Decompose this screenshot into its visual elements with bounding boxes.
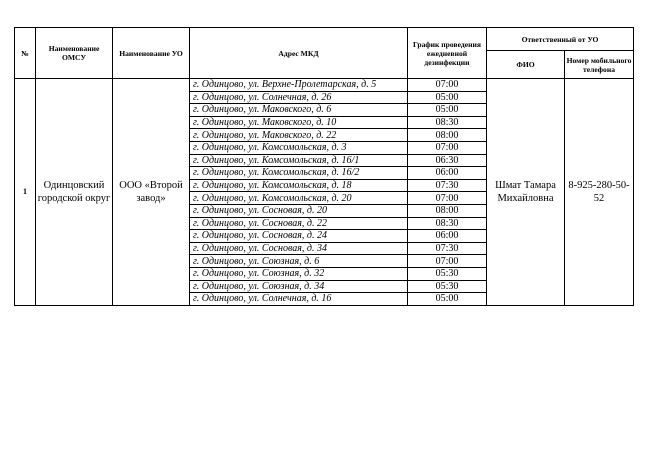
time-cell: 08:00 — [408, 204, 487, 217]
time-cell: 06:00 — [408, 167, 487, 180]
address-cell: г. Одинцово, ул. Солнечная, д. 16 — [190, 293, 408, 306]
address-cell: г. Одинцово, ул. Комсомольская, д. 3 — [190, 141, 408, 154]
time-cell: 07:30 — [408, 242, 487, 255]
address-cell: г. Одинцово, ул. Сосновая, д. 20 — [190, 204, 408, 217]
time-cell: 05:00 — [408, 104, 487, 117]
header-phone: Номер мобильного телефона — [565, 51, 634, 79]
address-cell: г. Одинцово, ул. Маковского, д. 10 — [190, 116, 408, 129]
header-address: Адрес МКД — [190, 28, 408, 79]
header-responsible: Ответственный от УО — [487, 28, 634, 51]
omsu-name: Одинцовский городской округ — [36, 79, 113, 306]
address-cell: г. Одинцово, ул. Комсомольская, д. 16/2 — [190, 167, 408, 180]
address-cell: г. Одинцово, ул. Сосновая, д. 24 — [190, 230, 408, 243]
header-fio: ФИО — [487, 51, 565, 79]
address-cell: г. Одинцово, ул. Верхне-Пролетарская, д. 5 — [190, 79, 408, 92]
time-cell: 07:00 — [408, 255, 487, 268]
address-cell: г. Одинцово, ул. Маковского, д. 22 — [190, 129, 408, 142]
record-number: 1 — [15, 79, 36, 306]
time-cell: 05:30 — [408, 280, 487, 293]
time-cell: 06:30 — [408, 154, 487, 167]
time-cell: 05:00 — [408, 91, 487, 104]
time-cell: 07:30 — [408, 179, 487, 192]
address-cell: г. Одинцово, ул. Союзная, д. 34 — [190, 280, 408, 293]
header-omsu: Наименование ОМСУ — [36, 28, 113, 79]
address-cell: г. Одинцово, ул. Комсомольская, д. 16/1 — [190, 154, 408, 167]
uo-name: ООО «Второй завод» — [113, 79, 190, 306]
table-body — [15, 79, 634, 306]
table-row — [15, 79, 634, 92]
time-cell: 07:00 — [408, 192, 487, 205]
time-cell: 07:00 — [408, 79, 487, 92]
responsible-fio: Шмат Тамара Михайловна — [487, 79, 565, 306]
header-number: № — [15, 28, 36, 79]
address-cell: г. Одинцово, ул. Союзная, д. 32 — [190, 267, 408, 280]
time-cell: 08:30 — [408, 217, 487, 230]
address-cell: г. Одинцово, ул. Комсомольская, д. 20 — [190, 192, 408, 205]
responsible-phone: 8-925-280-50-52 — [565, 79, 634, 306]
address-cell: г. Одинцово, ул. Сосновая, д. 22 — [190, 217, 408, 230]
time-cell: 05:00 — [408, 293, 487, 306]
address-cell: г. Одинцово, ул. Комсомольская, д. 18 — [190, 179, 408, 192]
disinfection-schedule-table — [14, 27, 634, 306]
header-uo: Наименование УО — [113, 28, 190, 79]
time-cell: 08:30 — [408, 116, 487, 129]
address-cell: г. Одинцово, ул. Солнечная, д. 26 — [190, 91, 408, 104]
time-cell: 08:00 — [408, 129, 487, 142]
time-cell: 06:00 — [408, 230, 487, 243]
address-cell: г. Одинцово, ул. Сосновая, д. 34 — [190, 242, 408, 255]
header-schedule: График проведения ежедневной дезинфекции — [408, 28, 487, 79]
address-cell: г. Одинцово, ул. Союзная, д. 6 — [190, 255, 408, 268]
time-cell: 07:00 — [408, 141, 487, 154]
time-cell: 05:30 — [408, 267, 487, 280]
address-cell: г. Одинцово, ул. Маковского, д. 6 — [190, 104, 408, 117]
